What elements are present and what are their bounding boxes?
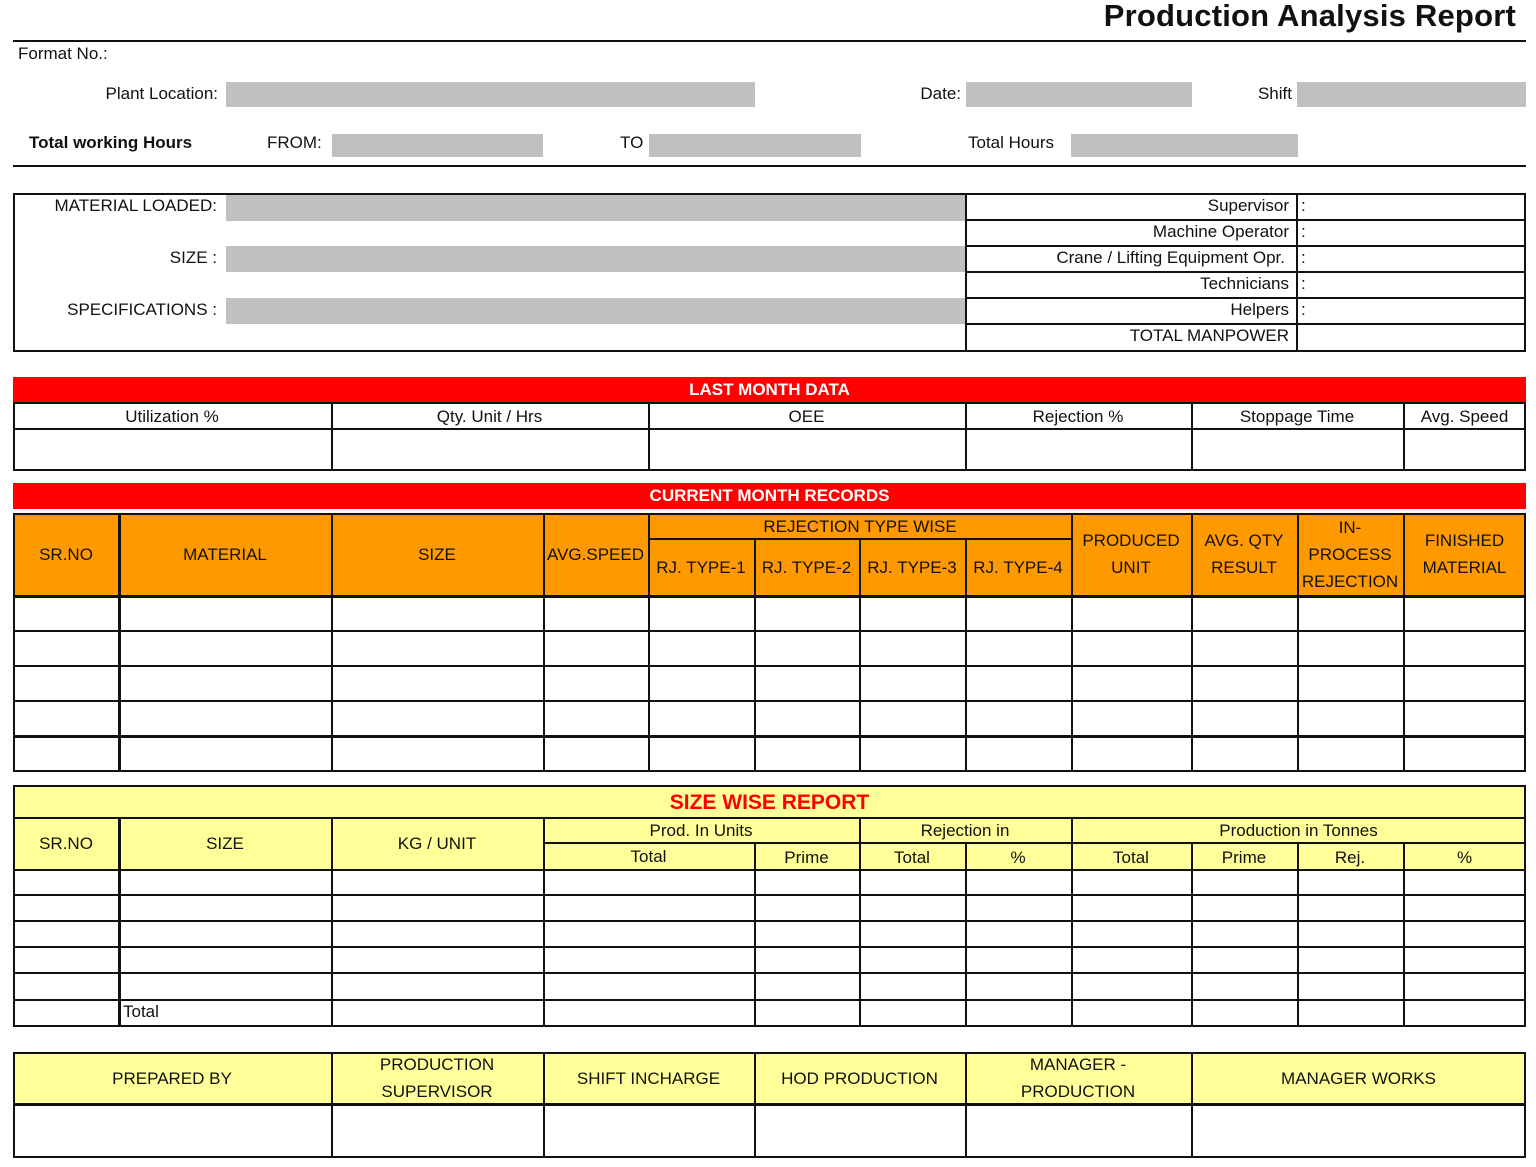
total-hours-label: Total Hours [968, 133, 1054, 152]
col-qty-unit-hrs: Qty. Unit / Hrs [436, 406, 543, 426]
col-sr-no: SR.NO [39, 544, 93, 564]
sw-col-kg-unit: KG / UNIT [397, 833, 477, 853]
col-produced-unit [1071, 513, 1191, 595]
sw-col-prod-total: Total [630, 846, 667, 866]
report-title: Production Analysis Report [1103, 0, 1516, 33]
sw-col-rej-pct: % [1010, 847, 1026, 867]
sw-col-t-prime: Prime [1221, 847, 1267, 867]
to-label: TO [620, 133, 644, 152]
grid-line [965, 245, 1526, 247]
col-avg-qty-result [1191, 513, 1297, 595]
size-field[interactable] [226, 246, 966, 272]
col-finished-material [1403, 513, 1526, 595]
grid-line [13, 894, 1526, 896]
sig-field-hod-production[interactable] [756, 1106, 965, 1156]
sig-field-production-supervisor[interactable] [333, 1106, 543, 1156]
manpower-sep: : [1301, 222, 1306, 241]
col-avg-speed: AVG.SPEED [547, 544, 644, 564]
col-stoppage-time: Stoppage Time [1239, 406, 1355, 426]
col-oee: OEE [788, 406, 825, 426]
sw-col-t-pct: % [1456, 847, 1473, 867]
last-month-banner: LAST MONTH DATA [13, 377, 1526, 403]
col-produced-unit-line1: PRODUCED [1082, 531, 1180, 550]
grid-line [13, 999, 1526, 1001]
size-label: SIZE : [169, 248, 217, 267]
grid-line [13, 735, 1526, 738]
manpower-sep: : [1301, 300, 1306, 319]
col-rj-type-2: RJ. TYPE-2 [761, 558, 852, 577]
shift-label: Shift [1257, 84, 1292, 103]
grid-line [13, 972, 1526, 974]
date-label: Date: [920, 84, 961, 103]
sig-hod-production: HOD PRODUCTION [781, 1068, 938, 1088]
sw-col-rej-total: Total [894, 847, 930, 867]
to-field[interactable] [649, 134, 861, 157]
plant-location-label: Plant Location: [105, 84, 218, 103]
col-utilization: Utilization % [125, 406, 219, 426]
sig-production-supervisor [331, 1052, 543, 1104]
size-wise-title: SIZE WISE REPORT [669, 790, 870, 814]
manpower-sep: : [1301, 274, 1306, 293]
title-underline [13, 40, 1526, 42]
manpower-role-crane-operator: Crane / Lifting Equipment Opr. [1056, 248, 1285, 267]
col-rejection-pct: Rejection % [1032, 406, 1124, 426]
total-hours-field[interactable] [1071, 134, 1298, 157]
sig-field-manager-production[interactable] [967, 1106, 1191, 1156]
sig-production-supervisor-line1: PRODUCTION [379, 1055, 495, 1074]
grid-line [13, 946, 1526, 948]
col-rj-type-1: RJ. TYPE-1 [656, 558, 746, 577]
col-rejection-type-wise: REJECTION TYPE WISE [763, 516, 957, 536]
col-material: MATERIAL [183, 544, 267, 564]
sw-total-label: Total [123, 1002, 159, 1021]
col-inprocess-line2: PROCESS [1308, 544, 1392, 564]
col-avg-speed: Avg. Speed [1420, 406, 1509, 426]
manpower-sep: : [1301, 196, 1306, 215]
sw-col-t-total: Total [1113, 847, 1149, 867]
sig-manager-production-line1: MANAGER - [1029, 1055, 1127, 1074]
from-field[interactable] [332, 134, 543, 157]
format-no-label: Format No.: [18, 44, 108, 63]
header-divider [13, 165, 1526, 167]
col-rj-type-3: RJ. TYPE-3 [867, 558, 957, 577]
manpower-role-total: TOTAL MANPOWER [1129, 326, 1289, 345]
grid-line [13, 595, 1526, 598]
manpower-role-technicians: Technicians [1200, 274, 1289, 293]
specifications-field[interactable] [226, 298, 966, 324]
col-rj-type-4: RJ. TYPE-4 [973, 558, 1063, 577]
plant-location-field[interactable] [226, 82, 755, 107]
col-avg-qty-line1: AVG. QTY [1204, 531, 1284, 550]
sig-production-supervisor-line2: SUPERVISOR [381, 1082, 493, 1101]
sig-field-shift-incharge[interactable] [545, 1106, 754, 1156]
sig-manager-production [965, 1052, 1191, 1104]
col-inprocess-line3: REJECTION [1301, 571, 1399, 591]
grid-line [965, 271, 1526, 273]
total-working-hours-label: Total working Hours [29, 133, 193, 152]
date-field[interactable] [966, 82, 1192, 107]
sw-col-prod-prime: Prime [784, 847, 829, 867]
material-loaded-label: MATERIAL LOADED: [54, 196, 217, 215]
col-inprocess-line1: IN- [1338, 517, 1362, 537]
col-finished-line2: MATERIAL [1422, 558, 1507, 577]
sig-manager-production-line2: PRODUCTION [1020, 1082, 1136, 1101]
col-inprocess-rejection [1297, 513, 1403, 595]
grid-line [13, 700, 1526, 702]
grid-line [13, 630, 1526, 632]
col-finished-line1: FINISHED [1424, 531, 1505, 550]
manpower-role-helpers: Helpers [1230, 300, 1289, 319]
sw-col-sr-no: SR.NO [39, 833, 93, 853]
from-label: FROM: [267, 133, 322, 152]
col-size: SIZE [418, 544, 456, 564]
current-month-banner: CURRENT MONTH RECORDS [13, 483, 1526, 509]
sw-col-prod-tonnes: Production in Tonnes [1219, 820, 1378, 840]
sig-field-manager-works[interactable] [1193, 1106, 1524, 1156]
grid-line [13, 920, 1526, 922]
col-produced-unit-line2: UNIT [1111, 558, 1151, 577]
sig-prepared-by: PREPARED BY [112, 1068, 232, 1088]
material-loaded-field[interactable] [226, 195, 966, 221]
sig-manager-works: MANAGER WORKS [1281, 1068, 1436, 1088]
specifications-label: SPECIFICATIONS : [67, 300, 217, 319]
grid-line [965, 219, 1526, 221]
manpower-role-machine-operator: Machine Operator [1152, 222, 1289, 241]
sig-shift-incharge: SHIFT INCHARGE [576, 1068, 721, 1088]
sig-field-prepared-by[interactable] [15, 1106, 331, 1156]
col-avg-qty-line2: RESULT [1211, 558, 1277, 577]
sw-col-prod-units: Prod. In Units [649, 820, 753, 840]
sw-col-size: SIZE [206, 833, 244, 853]
manpower-sep: : [1301, 248, 1306, 267]
sw-col-t-rej: Rej. [1334, 847, 1366, 867]
grid-line [13, 665, 1526, 667]
manpower-role-supervisor: Supervisor [1207, 196, 1289, 215]
sw-col-rejection-in: Rejection in [920, 820, 1010, 840]
grid-line [965, 323, 1526, 325]
shift-field[interactable] [1297, 82, 1526, 107]
grid-line [965, 297, 1526, 299]
